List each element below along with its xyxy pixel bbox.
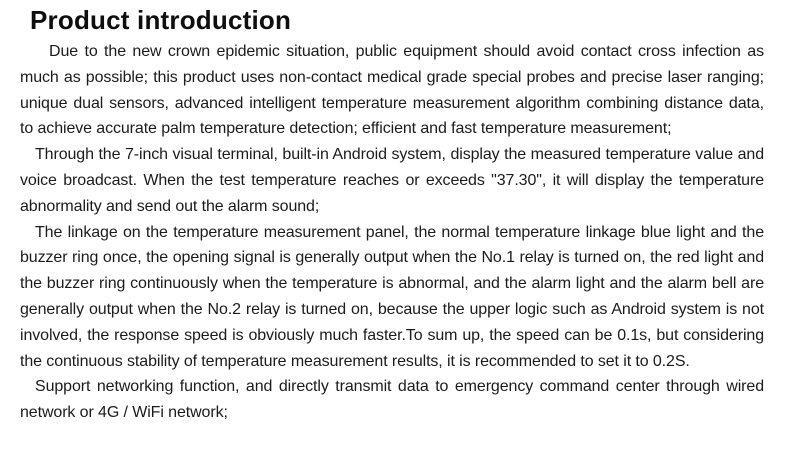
page-title: Product introduction <box>30 5 292 35</box>
paragraph-visual-terminal: Through the 7-inch visual terminal, built-in Android system, display the measured temperature value and voice broadcast. When the test temperature reaches or exceeds "37.30", it will display the temperature abnormality and send out the alarm sound; <box>20 146 764 215</box>
document-body <box>20 39 764 426</box>
paragraph-relay-linkage: The linkage on the temperature measurement panel, the normal temperature linkage blue light and the buzzer ring once, the opening signal is generally output when the No.1 relay is turned on, the red light and the buzzer ring continuously when the temperature is abnormal, and the alarm light and the alarm bell are generally output when the No.2 relay is turned on, because the upper logic such as Android system is not involved, the response speed is obviously much faster.To sum up, the speed can be 0.1s, but considering the continuous stability of temperature measurement results, it is recommended to set it to 0.2S. <box>20 223 764 370</box>
paragraph-networking: Support networking function, and directly transmit data to emergency command center through wired network or 4G / WiFi network; <box>20 378 764 422</box>
paragraph-product-overview: Due to the new crown epidemic situation, public equipment should avoid contact cross infection as much as possible; this product uses non-contact medical grade special probes and precise laser ranging; unique dual sensors, advanced intelligent temperature measurement algorithm combining distance data, to achieve accurate palm temperature detection; efficient and fast temperature measurement; <box>20 43 764 138</box>
